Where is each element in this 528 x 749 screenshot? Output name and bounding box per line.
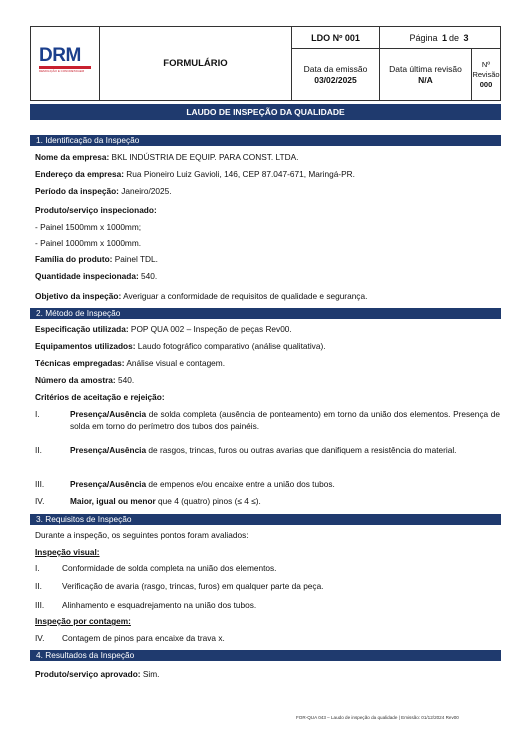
inspected-quantity: Quantidade inspecionada: 540. [35,271,158,281]
section-heading-2: 2. Método de Inspeção [30,308,501,319]
specification: Especificação utilizada: POP QUA 002 – Inspeção de peças Rev00. [35,324,292,334]
criteria-label: Critérios de aceitação e rejeição: [35,392,165,402]
section-heading-1: 1. Identificação da Inspeção [30,135,501,146]
page-footer: FOR-QUA 043 – Laudo de inspeção da qualidade | Emissão: 01/12/2024 Rev00 [296,715,459,720]
equipment: Equipamentos utilizados: Laudo fotográfico comparativo (análise qualitativa). [35,341,326,351]
product-family: Família do produto: Painel TDL. [35,254,158,264]
criteria-item: I. Presença/Ausência de solda completa (ausência de ponteamento) em torno da união dos elementos. Presença de solda em torno do perímetro dos tubos dos painéis. [35,409,500,431]
document-header [30,26,501,101]
company-address: Endereço da empresa: Rua Pioneiro Luiz Gavioli, 146, CEP 87.047-671, Maringá-PR. [35,169,355,179]
approval-result: Produto/serviço aprovado: Sim. [35,669,160,679]
emission-date-cell: Data da emissão 03/02/2025 [292,49,380,100]
product-label: Produto/serviço inspecionado: [35,205,157,215]
section-heading-3: 3. Requisitos de Inspeção [30,514,501,525]
company-logo: DRM DEMOLIÇÃO E CONCRETAGEM [39,47,91,73]
document-title: LAUDO DE INSPEÇÃO DA QUALIDADE [30,104,501,120]
form-label: FORMULÁRIO [100,27,292,100]
visual-inspection-label: Inspeção visual: [35,547,100,557]
ldo-number: LDO Nº 001 [292,27,380,49]
criteria-item: II. Presença/Ausência de rasgos, trincas, furos ou outras avarias que danifiquem a resistência do material. [35,445,457,455]
sample-number: Número da amostra: 540. [35,375,135,385]
company-name: Nome da empresa: BKL INDÚSTRIA DE EQUIP. PARA CONST. LTDA. [35,152,299,162]
inspection-period: Período da inspeção: Janeiro/2025. [35,186,172,196]
page-indicator: Página 1 de 3 [380,27,500,49]
techniques: Técnicas empregadas: Análise visual e contagem. [35,358,226,368]
inspection-objective: Objetivo da inspeção: Averiguar a conformidade de requisitos de qualidade e segurança. [35,291,368,301]
requirements-intro: Durante a inspeção, os seguintes pontos foram avaliados: [35,530,249,540]
logo-cell [31,27,100,100]
count-inspection-label: Inspeção por contagem: [35,616,131,626]
revision-number-cell: Nº Revisão 000 [472,59,500,89]
last-revision-cell: Data última revisão N/A [380,49,472,100]
product-item-2: - Painel 1000mm x 1000mm. [35,238,142,248]
emission-date: 03/02/2025 [314,74,357,85]
section-heading-4: 4. Resultados da Inspeção [30,650,501,661]
document-page: DRM DEMOLIÇÃO E CONCRETAGEM FORMULÁRIO LDO Nº 001 Página 1 de 3 Data da emissão 03/02/2025 Data última revisão N/A Nº Revisão 000 LAUDO DE INSPEÇÃO DA QUALIDADE 1. Identificação da Inspeção Nome da empresa: BKL INDÚSTRIA DE EQUIP. PARA CONST. LTDA. Endereço da empresa: Rua Pioneiro Luiz Gavioli, 146, CEP 87.047-671, Maringá-PR. Período da inspeção: Janeiro/2025. Produto/serviço inspecionado: - Painel 1500mm x 1000mm; - Painel 1000mm x 1000mm. Família do produto: Painel TDL. Quantidade inspecionada: 540. Objetivo da inspeção: Averiguar a conformidade de requisitos de qualidade e segurança. 2. Método de Inspeção Especificação utilizada: POP QUA 002 – Inspeção de peças Rev00. Equipamentos utilizados: Laudo fotográfico comparativo (análise qualitativa). Técnicas empregadas: Análise visual e contagem. Número da amostra: 540. Critérios de aceitação e rejeição: I. Presença/Ausência de solda completa (ausência de ponteamento) em torno da união dos elementos. Presença de solda em torno do perímetro dos tubos dos painéis. II. Presença/Ausência de rasgos, trincas, furos ou outras avarias que danifiquem a resistência do material. III. Presença/Ausência de empenos e/ou encaixe entre a união dos tubos. IV. Maior, igual ou menor que 4 (quatro) pinos (≤ 4 ≤). 3. Requisitos de Inspeção Durante a inspeção, os seguintes pontos foram avaliados: Inspeção visual: I. Conformidade de solda completa na união dos elementos. II. Verificação de avaria (rasgo, trincas, furos) em qualquer parte da peça. III. Alinhamento e esquadrejamento na união dos tubos. Inspeção por contagem: IV. Contagem de pinos para encaixe da trava x. 4. Resultados da Inspeção Produto/serviço aprovado: Sim. FOR-QUA 043 – Laudo de inspeção da qualidade | Emissão: 01/12/2024 Rev00 [0,0,528,749]
product-item-1: - Painel 1500mm x 1000mm; [35,222,142,232]
